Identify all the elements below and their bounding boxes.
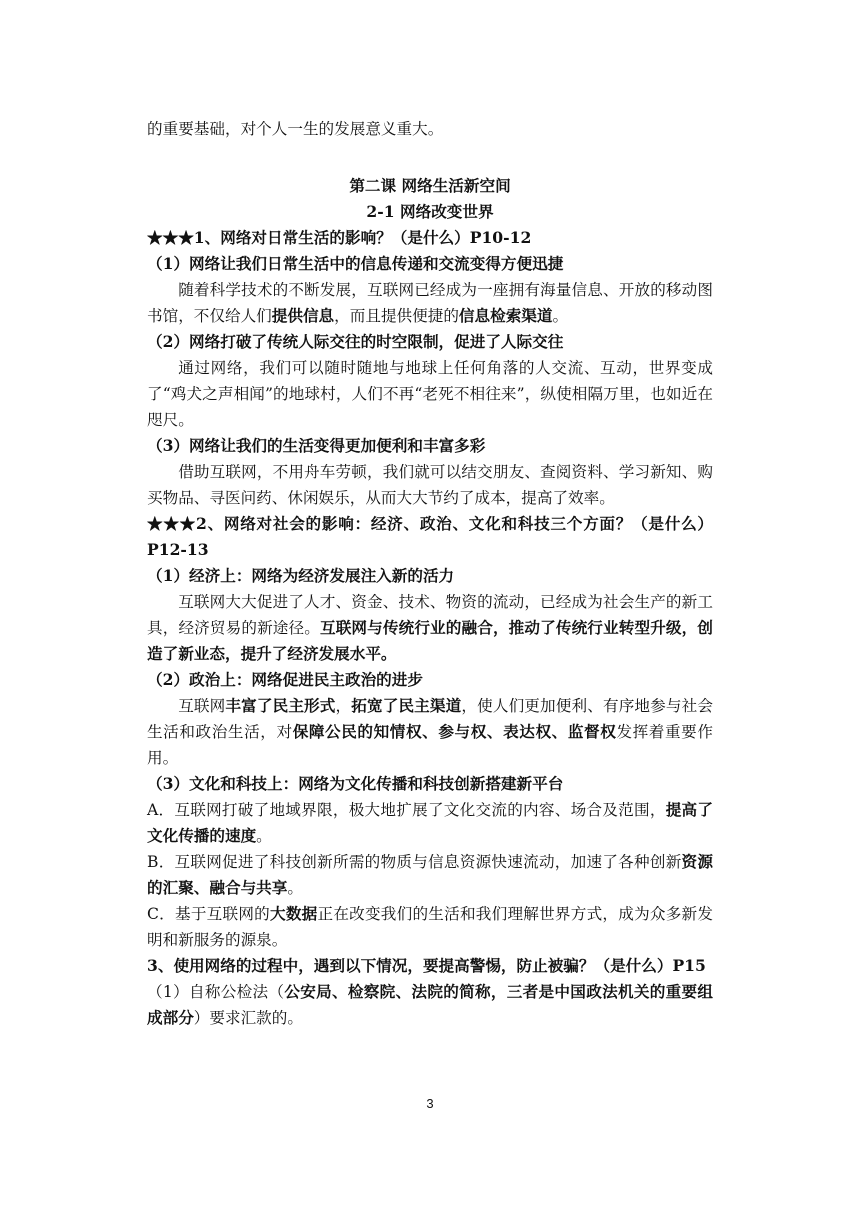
text-run: ，而且提供便捷的: [334, 307, 459, 325]
text-run: 。: [287, 879, 303, 897]
question-2-title: ★★★2、网络对社会的影响：经济、政治、文化和科技三个方面？（是什么）P12-13: [147, 514, 713, 559]
bold-term: 互联网与传统行业的融合，推动了传统行业转型升级，创造了新业态，提升了经济发展水平。: [147, 618, 713, 663]
q1-point-2-text: 通过网络，我们可以随时随地与地球上任何角落的人交流、互动，世界变成了“鸡犬之声相闻”的地球村，人们不再“老死不相往来”，纵使相隔万里，也如近在咫尺。: [147, 359, 713, 429]
text-run: A．互联网打破了地域界限，极大地扩展了文化交流的内容、场合及范围，: [147, 801, 666, 819]
bold-term: 拓宽了民主渠道: [351, 696, 462, 715]
text-run: （1）自称公检法（: [147, 983, 285, 1001]
q1-point-3-heading: （3）网络让我们的生活变得更加便利和丰富多彩: [147, 436, 486, 455]
text-run: C．基于互联网的: [147, 905, 270, 923]
bold-term: 提高了文化传播的速度: [147, 800, 713, 845]
text-run: ，使人们更加便利、有序地参与社会生活和政治生活，对: [147, 697, 713, 741]
q1-point-1-text: [147, 277, 713, 329]
text-run: B．互联网促进了科技创新所需的物质与信息资源快速流动，加速了各种创新: [147, 853, 682, 871]
q1-point-1-heading: （1）网络让我们日常生活中的信息传递和交流变得方便迅捷: [147, 254, 564, 273]
bold-term: 公安局、检察院、法院的简称，三者是中国政法机关的重要组成部分: [147, 982, 713, 1027]
bold-term: 信息检索渠道: [458, 306, 553, 325]
question-3-title: 3、使用网络的过程中，遇到以下情况，要提高警惕，防止被骗？（是什么）P15: [147, 956, 706, 975]
text-run: ）要求汇款的。: [193, 1009, 303, 1027]
chapter-title: 第二课 网络生活新空间: [349, 176, 511, 195]
bold-term: 保障公民的知情权、参与权、表达权、监督权: [292, 722, 617, 741]
bold-term: 提供信息: [271, 306, 335, 325]
q2-item-b: [147, 849, 713, 901]
text-run: 互联网: [178, 697, 226, 715]
continuation-text: 的重要基础，对个人一生的发展意义重大。: [147, 120, 444, 138]
q1-point-2-heading: （2）网络打破了传统人际交往的时空限制，促进了人际交往: [147, 332, 564, 351]
text-run: 互联网大大促进了人才、资金、技术、物资的流动，已经成为社会生产的新工具，经济贸易的新途径。: [147, 593, 713, 637]
bold-term: 大数据: [269, 904, 318, 923]
question-1-title: ★★★1、网络对日常生活的影响？（是什么）P10-12: [147, 228, 532, 247]
text-run: 随着科学技术的不断发展，互联网已经成为一座拥有海量信息、开放的移动图书馆，不仅给人们: [147, 281, 713, 325]
q2-point-1-heading: （1）经济上：网络为经济发展注入新的活力: [147, 566, 455, 585]
section-title: 2-1 网络改变世界: [366, 202, 494, 221]
bold-term: 丰富了民主形式: [225, 696, 336, 715]
text-run: 。: [256, 827, 272, 845]
q2-point-3-heading: （3）文化和科技上：网络为文化传播和科技创新搭建新平台: [147, 774, 564, 793]
page-number: 3: [426, 1096, 434, 1111]
q2-point-2-text: [147, 693, 713, 771]
text-run: 发挥着重要作用。: [147, 723, 713, 767]
q1-point-3-text: 借助互联网，不用舟车劳顿，我们就可以结交朋友、查阅资料、学习新知、购买物品、寻医问药、休闲娱乐，从而大大节约了成本，提高了效率。: [147, 463, 713, 507]
q3-item-1: [147, 979, 713, 1031]
text-run: ，: [335, 697, 352, 715]
q2-item-c: [147, 901, 713, 953]
text-run: 正在改变我们的生活和我们理解世界方式，成为众多新发明和新服务的源泉。: [147, 905, 713, 949]
page-content: [147, 116, 713, 1031]
q2-point-2-heading: （2）政治上：网络促进民主政治的进步: [147, 670, 423, 689]
q2-item-a: [147, 797, 713, 849]
bold-term: 资源的汇聚、融合与共享: [147, 852, 713, 897]
text-run: 。: [552, 307, 569, 325]
q2-point-1-text: [147, 589, 713, 667]
